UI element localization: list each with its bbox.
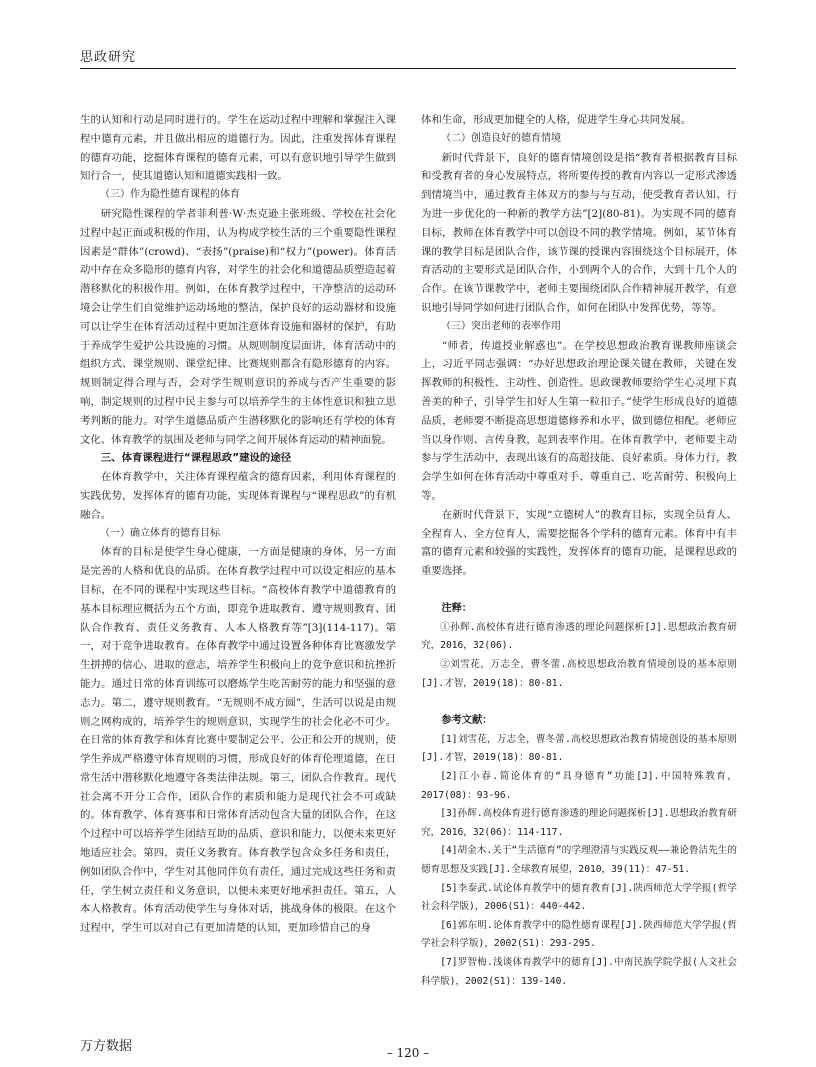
reference-item: [7]罗智梅.浅谈体育教学中的德育[J].中南民族学院学报(人文社会科学版)，2002(S1)：139-140. [421,957,737,987]
page-number: – 120 – [386,1046,430,1060]
subsection-heading: （二）创造良好的德育情境 [441,132,561,144]
paragraph: 研究隐性课程的学者菲利普·W·杰克逊主张班级、学校在社会化过程中起正面或积极的作用，认为构成学校生活的三个重要隐性课程因素是“群体”(crowd)、“表扬”(praise)和“权力”(power)。体育活动中存在众多隐形的德育内容，对学生的社会化和道德品质塑造起着潜移默化的积极作用。例如，在体育教学过程中，干净整洁的运动环境会让学生们自觉维护运动场地的整洁，保护良好的运动器材和设施可以让学生在体育活动过程中更加注意体育设施和器材的保护，有助于养成学生爱护公共设施的习惯。从规则制度层面讲，体育活动中的组织方式、课堂规则、课堂纪律、比赛规则都含有隐形德育的内容。规则制定得合理与否，会对学生规则意识的养成与否产生重要的影响，制定规则的过程中民主参与可以培养学生的主体性意识和独立思考判断的能力。对学生道德品质产生潜移默化的影响还有学校的体育文化、体育教学的氛围及老师与同学之间开展体育运动的精神面貌。 [80,207,396,446]
notes-heading: 注释： [441,602,472,614]
paragraph: 在新时代背景下，实现“立德树人”的教育目标，实现全员育人、全程育人、全方位育人，需要挖掘各个学科的德育元素。体育中有丰富的德育元素和较强的实践性，发挥体育的德育功能，是课程思政的重要选择。 [421,508,737,578]
reference-item: [1]刘雪花，万志全，曹冬蕾.高校思想政治教育情境创设的基本原则[J].才智，2019(18)：80-81. [421,733,737,764]
paragraph: 在体育教学中，关注体育课程蕴含的德育因素，利用体育课程的实践优势，发挥体育的德育功能，实现体育课程与“课程思政”的有机融合。 [80,471,396,521]
paragraph: 体育的目标是使学生身心健康，一方面是健康的身体，另一方面是完善的人格和优良的品质。在体育教学过程中可以设定相应的基本目标，在不同的课程中实现这些目标。“高校体育教学中道德教育的基本目标理应概括为五个方面，即竞争进取教育、遵守规则教育、团队合作教育、责任义务教育、人本人格教育等”[3](114-117)。第一，对于竞争进取教育。在体育教学中通过设置各种体育比赛激发学生拼搏的信心、进取的意志，培养学生积极向上的竞争意识和抗挫折能力。通过日常的体育训练可以磨炼学生吃苦耐劳的能力和坚强的意志力。第二，遵守规则教育。“无规则不成方圆”，生活可以说是由规则之网构成的，培养学生的规则意识，实现学生的社会化必不可少。在日常的体育教学和体育比赛中要制定公平、公正和公开的规则，使学生养成严格遵守体育规则的习惯，形成良好的体育伦理道德，在日常生活中潜移默化地遵守各类法律法规。第三，团队合作教育。现代社会离不开分工合作，团队合作的素质和能力是现代社会不可或缺的。体育教学、体育赛事和日常体育活动包含大量的团队合作，在这个过程中可以培养学生团结互助的品质、意识和能力，以便未来更好地适应社会。第四，责任义务教育。体育教学包含众多任务和责任，例如团队合作中，学生对其他同伴负有责任，通过完成这些任务和责任，学生树立责任和义务意识，以便未来更好地承担责任。第五，人本人格教育。体育活动使学生与身体对话，挑战身体的极限。在这个过程中，学生可以对自己有更加清楚的认知，更加珍惜自己的身 [80,546,396,935]
subsection-heading: （三）作为隐性德育课程的体育 [100,189,240,201]
left-column [80,111,396,938]
reference-item: [3]孙辉.高校体育进行德育渗透的理论问题探析[J].思想政治教育研究，2016，32(06)：114-117. [421,808,737,838]
subsection-heading: （一）确立体育的德育目标 [100,527,220,539]
reference-item: [2]江小春.简论体育的“具身德育”功能[J].中国特殊教育，2017(08)：93-96. [421,771,737,801]
paragraph: 生的认知和行动是同时进行的。学生在运动过程中理解和掌握注入课程中德育元素，并且做出相应的道德行为。因此，注重发挥体育课程的德育功能，挖掘体育课程的德育元素，可以有意识地引导学生做到知行合一，使其道德认知和道德实践相一致。 [80,114,396,183]
reference-item: [4]胡金木.关于“生活德育”的学理澄清与实践反观——兼论鲁洁先生的德育思想及实践[J].全球教育展望，2010，39(11)：47-51. [421,845,737,876]
running-header: 思政研究 [80,50,137,65]
reference-item: [6]郭东明.论体育教学中的隐性德育课程[J].陕西师范大学学报(哲学社会科学版)，2002(S1)：293-295. [421,919,737,950]
watermark-logo: 万方数据 [80,1039,133,1054]
note-item: ①孙辉.高校体育进行德育渗透的理论问题探析[J].思想政治教育研究，2016，32(06). [421,621,737,652]
right-column [421,111,737,991]
reference-item: [5]李泰武.试论体育教学中的德育教育[J].陕西师范大学学报(哲学社会科学版)，2006(S1)：440-442. [421,882,737,913]
spacer [421,581,737,600]
subsection-heading: （三）突出老师的表率作用 [441,320,561,332]
paragraph: 体和生命，形成更加健全的人格，促进学生身心共同发展。 [421,114,692,126]
paragraph: “师者，传道授业解惑也”。在学校思想政治教育课教师座谈会上，习近平同志强调：“办好思想政治理论课关键在教师，关键在发挥教师的积极性、主动性、创造性。思政课教师要给学生心灵埋下真善美的种子，引导学生扣好人生第一粒扣子。”使学生形成良好的道德品质，老师要不断提高思想道德修养和水平，做到德位相配。老师应当以身作则、言传身教，起到表率作用。在体育教学中，老师要主动参与学生活动中，表现出该有的高超技能、良好素质。身体力行，教会学生如何在体育活动中尊重对手、尊重自己、吃苦耐劳、积极向上等。 [421,339,737,502]
references-heading: 参考文献： [441,715,493,727]
paragraph: 新时代背景下，良好的德育情境创设是指“教育者根据教育目标和受教育者的身心发展特点，将所要传授的教育内容以一定形式渗透到情境当中，通过教育主体双方的参与与互动，使受教育者认知、行为进一步优化的一种新的教学方法”[2](80-81)。为实现不同的德育目标，教师在体育教学中可以创设不同的教学情境。例如，某节体育课的教学目标是团队合作，该节课的授课内容围绕这个目标展开，体育活动的主要形式是团队合作，小到两个人的合作，大到十几个人的合作。在该节课教学中，老师主要围绕团队合作精神展开教学，有意识地引导同学如何进行团队合作，如何在团队中发挥优势，等等。 [421,151,737,314]
spacer [421,693,737,712]
section-heading: 三、体育课程进行“课程思政”建设的途径 [100,452,292,465]
note-item: ②刘雪花，万志全，曹冬蕾.高校思想政治教育情境创设的基本原则[J].才智，2019(18)：80-81. [421,658,737,689]
header-rule [80,68,736,69]
